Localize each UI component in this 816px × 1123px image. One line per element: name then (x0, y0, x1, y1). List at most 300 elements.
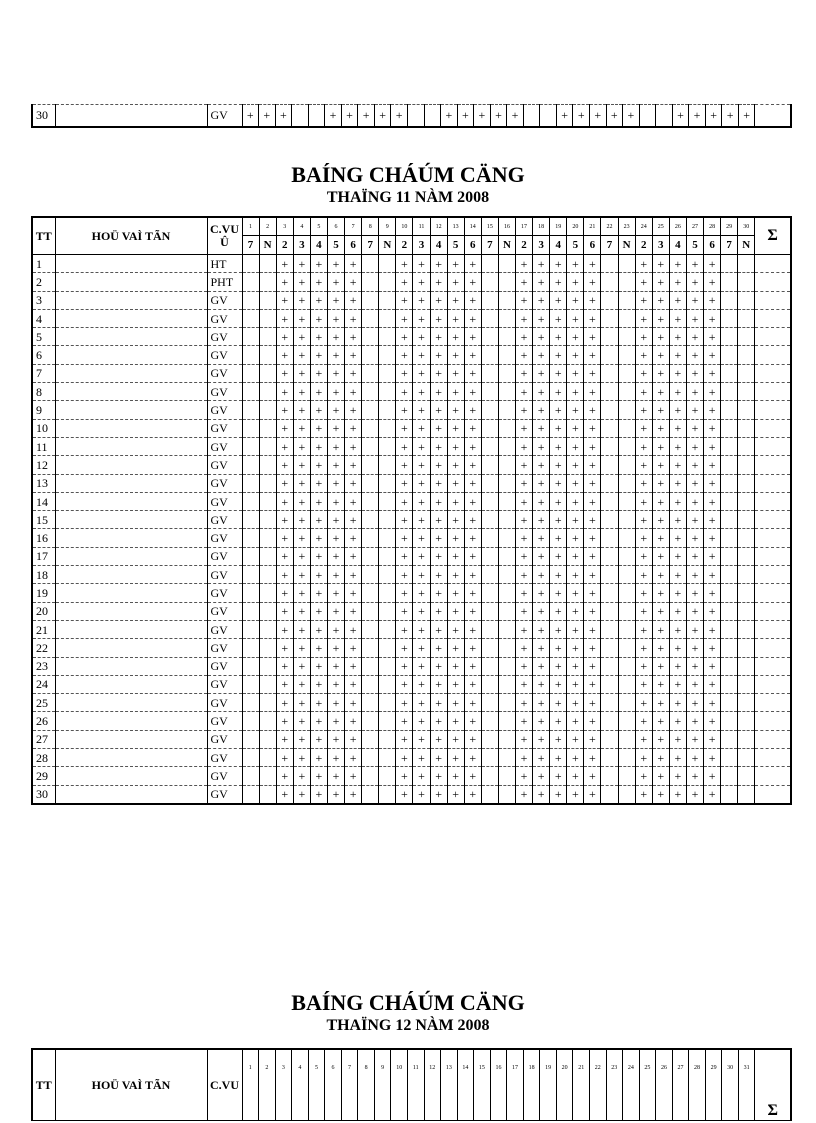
attendance-mark-cell: + (293, 675, 310, 693)
attendance-mark-cell: + (516, 694, 533, 712)
attendance-mark-cell: + (276, 328, 293, 346)
attendance-mark-cell (721, 474, 738, 492)
attendance-mark-cell: + (584, 547, 601, 565)
attendance-mark-cell: + (669, 255, 686, 273)
table-row (32, 105, 791, 128)
attendance-mark-cell: + (310, 566, 327, 584)
attendance-mark-cell: + (276, 419, 293, 437)
attendance-mark-cell (242, 364, 259, 382)
attendance-mark-cell: + (669, 291, 686, 309)
attendance-mark-cell (379, 730, 396, 748)
attendance-mark-cell: + (345, 255, 362, 273)
attendance-mark-cell (721, 255, 738, 273)
attendance-mark-cell: + (704, 437, 721, 455)
attendance-mark-cell: + (293, 255, 310, 273)
attendance-mark-cell: + (516, 675, 533, 693)
attendance-mark-cell: + (652, 529, 669, 547)
attendance-mark-cell: + (293, 456, 310, 474)
attendance-mark-cell: + (464, 602, 481, 620)
attendance-mark-cell (362, 657, 379, 675)
attendance-mark-cell (242, 309, 259, 327)
attendance-mark-cell (498, 291, 515, 309)
attendance-mark-cell (601, 401, 618, 419)
attendance-mark-cell: + (704, 364, 721, 382)
attendance-mark-cell: + (447, 566, 464, 584)
attendance-mark-cell: + (516, 383, 533, 401)
name-cell (55, 511, 207, 529)
attendance-mark-cell: + (293, 749, 310, 767)
attendance-mark-cell (259, 273, 276, 291)
attendance-mark-cell (242, 291, 259, 309)
attendance-mark-cell: + (345, 492, 362, 510)
attendance-mark-cell (379, 547, 396, 565)
attendance-mark-cell: + (327, 785, 344, 804)
header-day-number: 8 (362, 217, 379, 236)
attendance-mark-cell: + (464, 511, 481, 529)
header-weekday: 6 (704, 236, 721, 255)
attendance-mark-cell: + (276, 437, 293, 455)
attendance-mark-cell: + (447, 675, 464, 693)
attendance-mark-cell: + (293, 639, 310, 657)
attendance-mark-cell: + (430, 749, 447, 767)
attendance-mark-cell: + (533, 255, 550, 273)
attendance-mark-cell (498, 437, 515, 455)
attendance-mark-cell (242, 547, 259, 565)
attendance-mark-cell (481, 492, 498, 510)
attendance-mark-cell: + (413, 328, 430, 346)
table-row (32, 273, 791, 291)
attendance-mark-cell: + (686, 675, 703, 693)
attendance-mark-cell (738, 639, 755, 657)
name-cell (55, 602, 207, 620)
attendance-mark-cell: + (567, 364, 584, 382)
attendance-mark-cell: + (310, 767, 327, 785)
attendance-mark-cell: + (652, 785, 669, 804)
table-row (32, 675, 791, 693)
attendance-mark-cell (601, 419, 618, 437)
attendance-mark-cell (379, 255, 396, 273)
attendance-mark-cell (618, 401, 635, 419)
attendance-mark-cell: + (396, 730, 413, 748)
attendance-mark-cell: + (430, 401, 447, 419)
attendance-mark-cell: + (533, 291, 550, 309)
attendance-mark-cell: + (242, 105, 259, 128)
attendance-mark-cell: + (550, 346, 567, 364)
attendance-mark-cell (601, 675, 618, 693)
name-cell (55, 529, 207, 547)
attendance-mark-cell: + (550, 785, 567, 804)
attendance-mark-cell: + (533, 309, 550, 327)
attendance-mark-cell: + (533, 511, 550, 529)
attendance-mark-cell (379, 694, 396, 712)
attendance-mark-cell: + (550, 712, 567, 730)
attendance-mark-cell (721, 437, 738, 455)
attendance-mark-cell: + (276, 639, 293, 657)
attendance-mark-cell: + (550, 364, 567, 382)
attendance-mark-cell: + (550, 639, 567, 657)
name-cell (55, 474, 207, 492)
attendance-mark-cell: + (327, 767, 344, 785)
attendance-mark-cell: + (584, 675, 601, 693)
attendance-mark-cell: + (396, 566, 413, 584)
attendance-mark-cell (721, 419, 738, 437)
row-number-cell: 28 (32, 749, 55, 767)
attendance-mark-cell: + (584, 291, 601, 309)
position-cell: GV (207, 602, 242, 620)
attendance-mark-cell: + (276, 675, 293, 693)
attendance-mark-cell: + (293, 364, 310, 382)
attendance-mark-cell: + (293, 694, 310, 712)
attendance-mark-cell: + (396, 456, 413, 474)
attendance-mark-cell: + (584, 401, 601, 419)
attendance-mark-cell: + (396, 273, 413, 291)
header-day-number: 10 (391, 1049, 408, 1121)
header-day-number: 6 (327, 217, 344, 236)
attendance-mark-cell: + (533, 437, 550, 455)
name-cell (55, 767, 207, 785)
attendance-mark-cell: + (533, 620, 550, 638)
attendance-mark-cell (498, 474, 515, 492)
attendance-mark-cell: + (652, 492, 669, 510)
header-day-number: 22 (601, 217, 618, 236)
name-cell (55, 291, 207, 309)
attendance-mark-cell: + (413, 419, 430, 437)
attendance-mark-cell: + (327, 730, 344, 748)
attendance-mark-cell (259, 785, 276, 804)
attendance-mark-cell (618, 620, 635, 638)
attendance-mark-cell (362, 675, 379, 693)
header-day-number: 26 (656, 1049, 673, 1121)
total-cell (755, 712, 791, 730)
attendance-mark-cell: + (669, 437, 686, 455)
attendance-mark-cell: + (310, 309, 327, 327)
attendance-mark-cell: + (310, 749, 327, 767)
attendance-mark-cell: + (669, 657, 686, 675)
attendance-mark-cell: + (669, 273, 686, 291)
attendance-mark-cell: + (705, 105, 722, 128)
attendance-mark-cell: + (464, 639, 481, 657)
attendance-mark-cell: + (686, 383, 703, 401)
attendance-mark-cell: + (669, 401, 686, 419)
attendance-mark-cell (618, 639, 635, 657)
table-row (32, 291, 791, 309)
header-day-number: 12 (424, 1049, 441, 1121)
attendance-mark-cell (738, 657, 755, 675)
attendance-mark-cell: + (686, 785, 703, 804)
attendance-mark-cell: + (704, 694, 721, 712)
attendance-mark-cell: + (533, 712, 550, 730)
table-row (32, 328, 791, 346)
sheet-subtitle: THAÏNG 12 NÀM 2008 (326, 1017, 490, 1034)
attendance-mark-cell (738, 566, 755, 584)
attendance-mark-cell: + (430, 529, 447, 547)
attendance-mark-cell (601, 620, 618, 638)
attendance-mark-cell: + (310, 492, 327, 510)
attendance-mark-cell: + (652, 437, 669, 455)
attendance-mark-cell: + (327, 712, 344, 730)
attendance-mark-cell (721, 566, 738, 584)
attendance-mark-cell: + (293, 437, 310, 455)
attendance-mark-cell: + (447, 712, 464, 730)
attendance-mark-cell (259, 547, 276, 565)
attendance-mark-cell (601, 456, 618, 474)
attendance-mark-cell (379, 291, 396, 309)
attendance-mark-cell: + (276, 620, 293, 638)
attendance-mark-cell: + (652, 657, 669, 675)
attendance-mark-cell: + (310, 547, 327, 565)
attendance-mark-cell: + (310, 675, 327, 693)
attendance-mark-cell: + (310, 364, 327, 382)
total-cell (755, 547, 791, 565)
attendance-mark-cell: + (669, 383, 686, 401)
attendance-mark-cell: + (345, 383, 362, 401)
attendance-mark-cell (498, 456, 515, 474)
attendance-mark-cell (601, 437, 618, 455)
attendance-mark-cell (481, 383, 498, 401)
attendance-mark-cell (618, 291, 635, 309)
attendance-mark-cell (738, 511, 755, 529)
attendance-mark-cell: + (430, 419, 447, 437)
attendance-mark-cell: + (550, 675, 567, 693)
position-cell: GV (207, 712, 242, 730)
attendance-mark-cell: + (310, 529, 327, 547)
header-weekday: 3 (533, 236, 550, 255)
attendance-mark-cell: + (584, 767, 601, 785)
position-cell: GV (207, 785, 242, 804)
attendance-mark-cell (362, 328, 379, 346)
table-row (32, 492, 791, 510)
attendance-mark-cell: + (704, 657, 721, 675)
total-cell (755, 364, 791, 382)
attendance-mark-cell: + (669, 309, 686, 327)
attendance-mark-cell (362, 346, 379, 364)
attendance-mark-cell (362, 694, 379, 712)
attendance-mark-cell: + (516, 547, 533, 565)
attendance-mark-cell: + (430, 602, 447, 620)
name-cell (55, 456, 207, 474)
row-number-cell: 5 (32, 328, 55, 346)
position-cell: GV (207, 309, 242, 327)
attendance-mark-cell (498, 657, 515, 675)
attendance-mark-cell: + (430, 730, 447, 748)
header-tt: TT (32, 217, 55, 255)
attendance-mark-cell: + (447, 291, 464, 309)
name-cell (55, 639, 207, 657)
attendance-mark-cell (242, 346, 259, 364)
header-day-number: 29 (721, 217, 738, 236)
attendance-mark-cell (407, 105, 424, 128)
attendance-mark-cell (362, 749, 379, 767)
attendance-mark-cell: + (516, 785, 533, 804)
sheet-title: BAÍNG CHÁÚM CÄNG (291, 990, 525, 1015)
attendance-mark-cell: + (686, 346, 703, 364)
header-weekday: 7 (721, 236, 738, 255)
attendance-mark-cell: + (464, 474, 481, 492)
attendance-mark-cell: + (447, 309, 464, 327)
attendance-mark-cell (379, 675, 396, 693)
attendance-mark-cell: + (293, 529, 310, 547)
attendance-mark-cell: + (327, 364, 344, 382)
attendance-mark-cell (721, 767, 738, 785)
attendance-mark-cell (738, 419, 755, 437)
header-weekday: 3 (293, 236, 310, 255)
attendance-mark-cell: + (310, 328, 327, 346)
attendance-mark-cell: + (635, 419, 652, 437)
attendance-mark-cell (481, 273, 498, 291)
attendance-mark-cell (618, 492, 635, 510)
attendance-mark-cell (498, 785, 515, 804)
attendance-mark-cell: + (686, 273, 703, 291)
attendance-mark-cell: + (464, 694, 481, 712)
attendance-mark-cell: + (464, 401, 481, 419)
attendance-mark-cell (362, 309, 379, 327)
attendance-mark-cell: + (584, 273, 601, 291)
attendance-mark-cell: + (276, 785, 293, 804)
attendance-mark-cell: + (533, 566, 550, 584)
attendance-mark-cell: + (464, 712, 481, 730)
table-row (32, 529, 791, 547)
attendance-mark-cell (601, 328, 618, 346)
attendance-mark-cell: + (430, 566, 447, 584)
attendance-mark-cell: + (704, 291, 721, 309)
attendance-mark-cell: + (396, 511, 413, 529)
attendance-mark-cell: + (345, 566, 362, 584)
attendance-mark-cell: + (635, 639, 652, 657)
attendance-mark-cell: + (567, 566, 584, 584)
attendance-mark-cell (721, 309, 738, 327)
attendance-mark-cell: + (441, 105, 458, 128)
attendance-mark-cell: + (652, 694, 669, 712)
attendance-mark-cell: + (686, 566, 703, 584)
attendance-mark-cell (259, 364, 276, 382)
attendance-mark-cell: + (550, 584, 567, 602)
attendance-mark-cell: + (516, 419, 533, 437)
attendance-mark-cell: + (635, 584, 652, 602)
row-number-cell: 4 (32, 309, 55, 327)
header-weekday: 2 (396, 236, 413, 255)
attendance-mark-cell (601, 749, 618, 767)
attendance-mark-cell (498, 492, 515, 510)
attendance-mark-cell: + (722, 105, 739, 128)
attendance-mark-cell: + (652, 767, 669, 785)
attendance-mark-cell (498, 566, 515, 584)
attendance-mark-cell: + (464, 749, 481, 767)
name-cell (55, 105, 207, 128)
attendance-mark-cell: + (669, 694, 686, 712)
attendance-mark-cell: + (704, 749, 721, 767)
attendance-mark-cell (618, 255, 635, 273)
attendance-mark-cell: + (652, 419, 669, 437)
attendance-mark-cell: + (704, 675, 721, 693)
attendance-mark-cell: + (584, 749, 601, 767)
attendance-mark-cell (601, 566, 618, 584)
december-attendance-table (31, 1048, 792, 1121)
attendance-mark-cell: + (310, 785, 327, 804)
attendance-mark-cell: + (430, 511, 447, 529)
attendance-mark-cell (379, 620, 396, 638)
attendance-mark-cell: + (447, 273, 464, 291)
attendance-mark-cell (601, 602, 618, 620)
attendance-mark-cell (362, 273, 379, 291)
attendance-mark-cell (721, 401, 738, 419)
header-day-number: 27 (686, 217, 703, 236)
attendance-mark-cell: + (464, 291, 481, 309)
attendance-mark-cell (601, 364, 618, 382)
november-title-block (0, 162, 816, 208)
header-day-number: 25 (652, 217, 669, 236)
attendance-mark-cell: + (345, 749, 362, 767)
attendance-mark-cell (362, 529, 379, 547)
attendance-mark-cell (481, 529, 498, 547)
attendance-mark-cell (721, 785, 738, 804)
attendance-mark-cell: + (686, 694, 703, 712)
attendance-mark-cell (738, 328, 755, 346)
attendance-mark-cell: + (396, 346, 413, 364)
attendance-mark-cell: + (327, 492, 344, 510)
header-day-number: 18 (533, 217, 550, 236)
attendance-mark-cell: + (345, 675, 362, 693)
attendance-mark-cell (498, 273, 515, 291)
attendance-mark-cell: + (327, 694, 344, 712)
attendance-mark-cell: + (464, 657, 481, 675)
attendance-mark-cell: + (447, 639, 464, 657)
attendance-mark-cell (601, 529, 618, 547)
attendance-mark-cell: + (310, 383, 327, 401)
total-cell (755, 657, 791, 675)
attendance-mark-cell: + (310, 419, 327, 437)
attendance-mark-cell: + (567, 309, 584, 327)
attendance-mark-cell (738, 255, 755, 273)
name-cell (55, 437, 207, 455)
attendance-mark-cell: + (652, 639, 669, 657)
attendance-mark-cell (498, 419, 515, 437)
attendance-mark-cell (362, 419, 379, 437)
attendance-mark-cell (362, 566, 379, 584)
attendance-mark-cell (259, 529, 276, 547)
header-tt: TT (32, 1049, 55, 1121)
attendance-mark-cell: + (704, 529, 721, 547)
attendance-mark-cell: + (652, 566, 669, 584)
attendance-mark-cell: + (345, 437, 362, 455)
attendance-mark-cell (498, 639, 515, 657)
attendance-mark-cell: + (276, 273, 293, 291)
attendance-mark-cell (242, 255, 259, 273)
attendance-mark-cell: + (293, 620, 310, 638)
attendance-mark-cell: + (327, 255, 344, 273)
header-day-number: 28 (689, 1049, 706, 1121)
attendance-mark-cell: + (345, 694, 362, 712)
attendance-mark-cell: + (635, 547, 652, 565)
attendance-mark-cell: + (276, 602, 293, 620)
attendance-mark-cell: + (327, 273, 344, 291)
header-day-number: 4 (292, 1049, 309, 1121)
attendance-mark-cell: + (635, 437, 652, 455)
header-day-number: 23 (618, 217, 635, 236)
attendance-mark-cell: + (464, 364, 481, 382)
row-number-cell: 8 (32, 383, 55, 401)
attendance-mark-cell: + (686, 437, 703, 455)
attendance-mark-cell: + (447, 419, 464, 437)
attendance-mark-cell: + (516, 273, 533, 291)
name-cell (55, 712, 207, 730)
total-cell (755, 328, 791, 346)
header-weekday: 7 (362, 236, 379, 255)
attendance-mark-cell: + (550, 456, 567, 474)
header-position: C.VU Û (207, 217, 242, 255)
attendance-mark-cell: + (327, 474, 344, 492)
attendance-mark-cell (379, 309, 396, 327)
attendance-mark-cell (601, 767, 618, 785)
